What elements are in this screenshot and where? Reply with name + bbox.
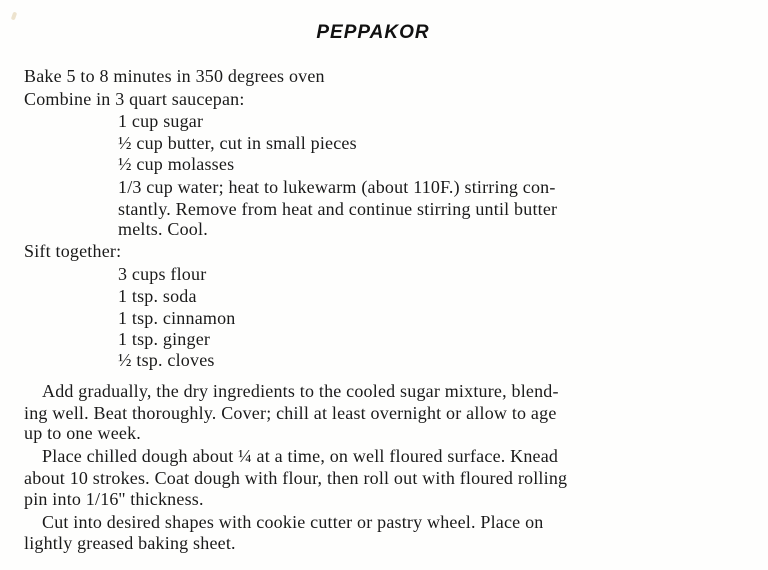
ingredient-item: 3 cups flour [118,264,207,284]
instruction-line: Add gradually, the dry ingredients to the cooled sugar mixture, blend- [42,381,559,401]
ingredient-item: 1 tsp. cinnamon [118,308,236,328]
ingredient-item-continued: melts. Cool. [118,219,208,239]
instruction-line: ing well. Beat thoroughly. Cover; chill at least overnight or allow to age [24,403,557,423]
ingredient-item: 1 cup sugar [118,111,204,131]
instruction-line: pin into 1/16'' thickness. [24,489,204,509]
instruction-line: up to one week. [24,423,141,443]
ingredient-item: ½ cup molasses [118,154,235,174]
ingredient-item: 1 tsp. ginger [118,329,211,349]
sift-heading: Sift together: [24,241,122,261]
bake-instruction: Bake 5 to 8 minutes in 350 degrees oven [24,66,325,86]
instruction-line: Cut into desired shapes with cookie cutter or pastry wheel. Place on [42,512,544,532]
paper-speck [11,12,17,21]
recipe-title: PEPPAKOR [316,22,430,43]
ingredient-item: ½ cup butter, cut in small pieces [118,133,357,153]
combine-heading: Combine in 3 quart saucepan: [24,89,245,109]
instruction-line: Place chilled dough about ¼ at a time, on well floured surface. Knead [42,446,559,466]
instruction-line: lightly greased baking sheet. [24,533,236,553]
ingredient-item: 1 tsp. soda [118,286,197,306]
ingredient-item: 1/3 cup water; heat to lukewarm (about 110F.) stirring con- [118,177,556,197]
ingredient-item: ½ tsp. cloves [118,350,215,370]
ingredient-item-continued: stantly. Remove from heat and continue stirring until butter [118,199,558,219]
instruction-line: about 10 strokes. Coat dough with flour, then roll out with floured rolling [24,468,568,488]
